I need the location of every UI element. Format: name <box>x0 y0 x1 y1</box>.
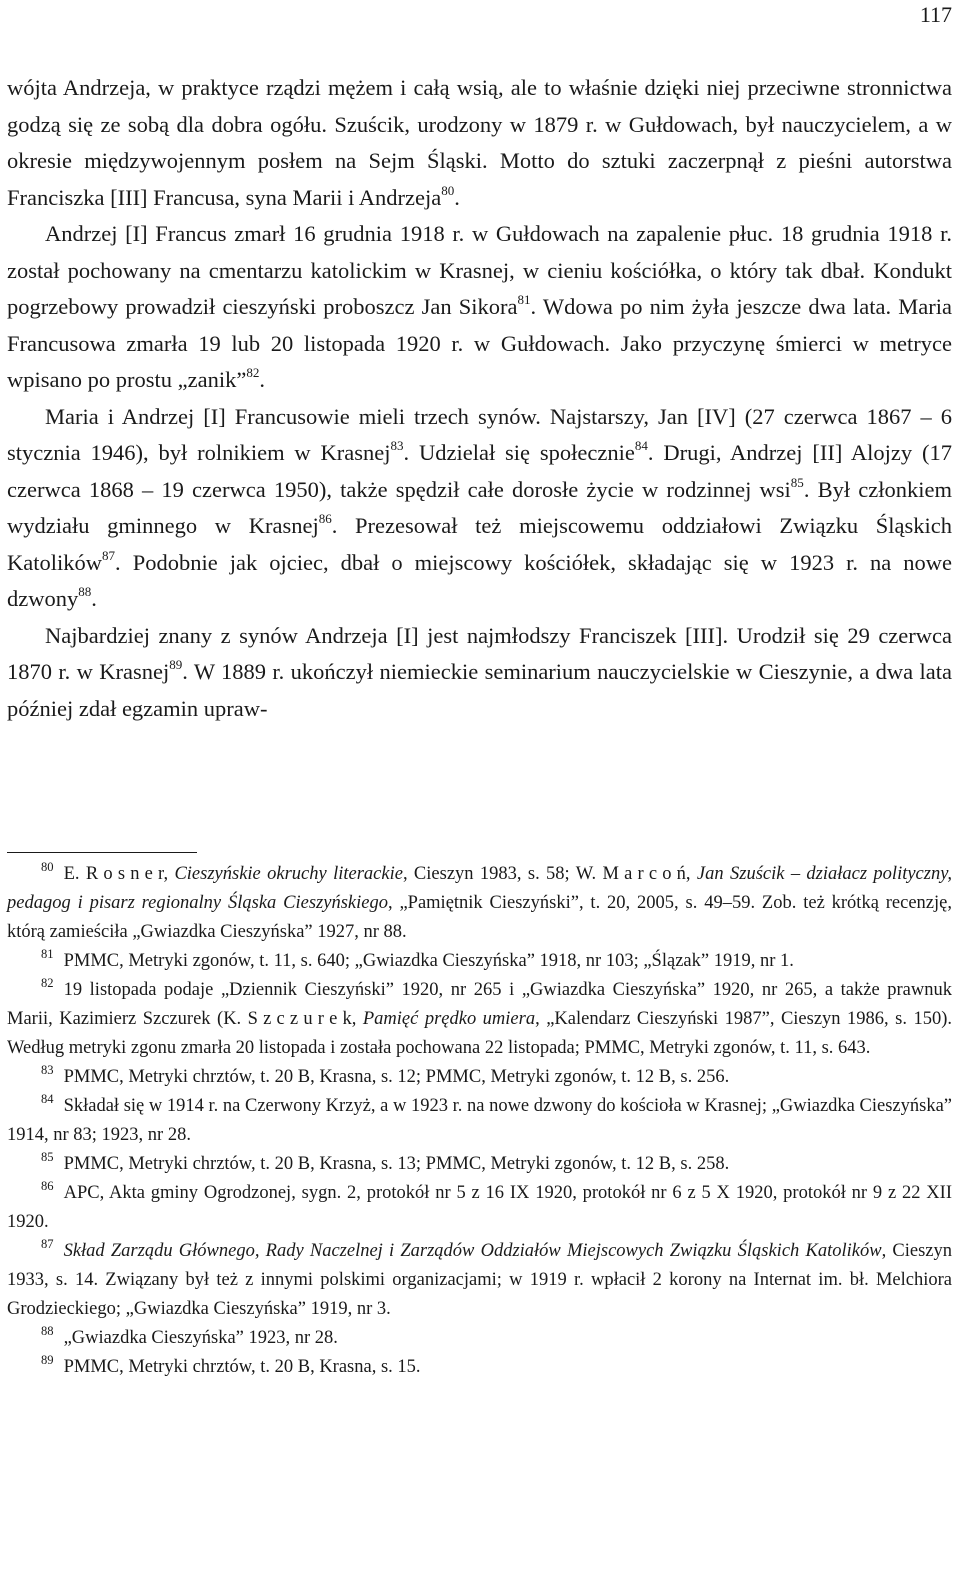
author-name-tail: ń <box>676 864 686 884</box>
paragraph-text: Najbardziej znany z synów Andrzeja [I] jest najmłodszy Franciszek [III]. Urodził się 29 czerwca 1870 r. w Krasnej <box>7 622 952 684</box>
footnote-text: , <box>351 1009 363 1029</box>
footnote-82 <box>7 976 952 1063</box>
paragraph-text: Maria i Andrzej [I] Francusowie mieli trzech synów. Najstarszy, Jan [IV] (27 czerwca 1867 – 6 stycznia 1946), był rolnikiem w Krasnej <box>7 403 952 465</box>
footnote-text: „Gwiazdka Cieszyńska” 1923, nr 28. <box>63 1328 338 1348</box>
main-text <box>7 70 952 727</box>
paragraph-text: . Wdowa po nim żyła jeszcze dwa lata. Maria Francusowa zmarła 19 lub 20 listopada 1920 r. w Gułdowach. Jako przyczynę śmierci w metryce wpisano po prostu „zanik” <box>7 294 952 392</box>
footnote-ref-86[interactable]: 86 <box>318 510 332 526</box>
footnote-text: PMMC, Metryki zgonów, t. 11, s. 640; „Gwiazdka Cieszyńska” 1918, nr 103; „Ślązak” 1919, nr 1. <box>63 951 794 971</box>
footnote-number: 89 <box>41 1353 54 1368</box>
paragraph-text: . <box>259 367 265 392</box>
footnote-number: 82 <box>41 976 54 991</box>
paragraph-text: . Udzielał się społecznie <box>403 440 635 465</box>
author-name: Szczure <box>247 1009 343 1029</box>
work-title: Jan Szuścik – działacz polityczny, pedagog i pisarz regionalny Śląska Cieszyńskiego <box>7 864 953 913</box>
footnote-ref-85[interactable]: 85 <box>790 474 804 490</box>
paragraph-3 <box>7 399 952 618</box>
paragraph-4 <box>7 618 952 728</box>
paragraph-text: . Podobnie jak ojciec, dbał o miejscowy kościółek, składając się w 1923 r. na nowe dzwony <box>7 549 952 611</box>
footnote-text: PMMC, Metryki chrztów, t. 20 B, Krasna, s. 12; PMMC, Metryki zgonów, t. 12 B, s. 256. <box>63 1067 730 1087</box>
footnote-number: 85 <box>41 1150 54 1165</box>
footnote-85 <box>7 1150 952 1179</box>
footnote-text: Składał się w 1914 r. na Czerwony Krzyż, a w 1923 r. na nowe dzwony do kościoła w Krasnej; „Gwiazdka Cieszyńska” 1914, nr 83; 1923, nr 28. <box>7 1096 952 1145</box>
footnote-text: , Cieszyn 1933, s. 14. Związany był też z innymi polskimi organizacjami; w 1919 r. wpłacił 2 korony na Internat im. bł. Melchiora Grodzieckiego; „Gwiazdka Cieszyńska” 1919, nr 3. <box>7 1241 952 1319</box>
footnote-ref-89[interactable]: 89 <box>169 656 183 672</box>
footnote-text: PMMC, Metryki chrztów, t. 20 B, Krasna, s. 15. <box>63 1357 421 1377</box>
footnote-ref-83[interactable]: 83 <box>390 437 404 453</box>
paragraph-1 <box>7 70 952 216</box>
footnote-ref-81[interactable]: 81 <box>517 291 531 307</box>
footnote-separator <box>7 852 197 853</box>
footnote-number: 80 <box>41 860 54 875</box>
footnote-ref-87[interactable]: 87 <box>102 547 116 563</box>
paragraph-text: wójta Andrzeja, w praktyce rządzi mężem i całą wsią, ale to właśnie dzięki niej przeciwne stronnictwa godzą się ze sobą dla dobra ogółu. Szuścik, urodzony w 1879 r. w Gułdowach, był nauczycielem, a w okresie międzywojennym posłem na Sejm Śląski. Motto do sztuki zaczerpnął z pieśni autorstwa Franciszka [III] Francusa, syna Marii i Andrzeja <box>7 75 952 210</box>
footnote-83 <box>7 1063 952 1092</box>
footnote-88 <box>7 1324 952 1353</box>
work-title: Pamięć prędko umiera <box>362 1009 536 1029</box>
footnote-text: , <box>163 864 175 884</box>
author-name-tail: k <box>342 1009 352 1029</box>
footnotes <box>7 860 952 1382</box>
paragraph-2 <box>7 216 952 399</box>
work-title: Skład Zarządu Głównego, Rady Naczelnej i Zarządów Oddziałów Miejscowych Związku Śląskich Katolików <box>63 1241 882 1261</box>
author-name: Marco <box>602 864 677 884</box>
paragraph-text: . Prezesował też miejscowemu oddziałowi Związku Śląskich Katolików <box>7 513 952 575</box>
footnote-number: 87 <box>41 1237 54 1252</box>
footnote-80 <box>7 860 952 947</box>
footnote-number: 81 <box>41 947 54 962</box>
footnote-ref-88[interactable]: 88 <box>78 583 92 599</box>
footnote-text: 19 listopada podaje „Dziennik Cieszyński” 1920, nr 265 i „Gwiazdka Cieszyńska” 1920, nr 265, a także prawnuk Marii, Kazimierz Szczurek (K. <box>7 980 952 1029</box>
paragraph-text: . W 1889 r. ukończył niemieckie seminarium nauczycielskie w Cieszynie, a dwa lata później zdał egzamin upraw- <box>7 659 952 721</box>
footnote-text: , <box>685 864 697 884</box>
footnote-number: 86 <box>41 1179 54 1194</box>
footnote-number: 84 <box>41 1092 54 1107</box>
author-name: Rosne <box>85 864 159 884</box>
work-title: Cieszyńskie okruchy literackie <box>174 864 403 884</box>
footnote-text: APC, Akta gminy Ogrodzonej, sygn. 2, protokół nr 5 z 16 IX 1920, protokół nr 6 z 5 X 1920, protokół nr 9 z 22 XII 1920. <box>7 1183 952 1232</box>
paragraph-text: . Drugi, Andrzej [II] Alojzy (17 czerwca 1868 – 19 czerwca 1950), także spędził całe dorosłe życie w rodzinnej wsi <box>7 440 952 502</box>
footnote-text: , „Pamiętnik Cieszyński”, t. 20, 2005, s. 49–59. Zob. też krótką recenzję, którą zamieściła „Gwiazdka Cieszyńska” 1927, nr 88. <box>7 893 952 942</box>
footnote-84 <box>7 1092 952 1150</box>
footnote-ref-84[interactable]: 84 <box>634 437 648 453</box>
paragraph-text: . Był członkiem wydziału gminnego w Krasnej <box>7 476 952 538</box>
footnote-89 <box>7 1353 952 1382</box>
footnote-86 <box>7 1179 952 1237</box>
footnote-text: , Cieszyn 1983, s. 58; W. <box>402 864 603 884</box>
footnote-text: E. <box>63 864 86 884</box>
footnote-81 <box>7 947 952 976</box>
footnote-87 <box>7 1237 952 1324</box>
footnote-text: PMMC, Metryki chrztów, t. 20 B, Krasna, s. 13; PMMC, Metryki zgonów, t. 12 B, s. 258. <box>63 1154 730 1174</box>
footnote-ref-82[interactable]: 82 <box>246 364 260 380</box>
footnote-ref-80[interactable]: 80 <box>441 182 455 198</box>
paragraph-text: . <box>91 586 97 611</box>
page-number: 117 <box>919 2 952 27</box>
paragraph-text: . <box>454 184 460 210</box>
footnote-number: 83 <box>41 1063 54 1078</box>
footnote-number: 88 <box>41 1324 54 1339</box>
author-name-tail: r <box>158 864 164 884</box>
footnote-text: , „Kalendarz Cieszyński 1987”, Cieszyn 1986, s. 150). Według metryki zgonu zmarła 20 listopada i została pochowana 22 listopada; PMMC, Metryki zgonów, t. 11, s. 643. <box>7 1009 953 1058</box>
paragraph-text: Andrzej [I] Francus zmarł 16 grudnia 1918 r. w Gułdowach na zapalenie płuc. 18 grudnia 1918 r. został pochowany na cmentarzu katolickim w Krasnej, w cieniu kościółka, o który tak dbał. Kondukt pogrzebowy prowadził cieszyński proboszcz Jan Sikora <box>7 221 952 319</box>
